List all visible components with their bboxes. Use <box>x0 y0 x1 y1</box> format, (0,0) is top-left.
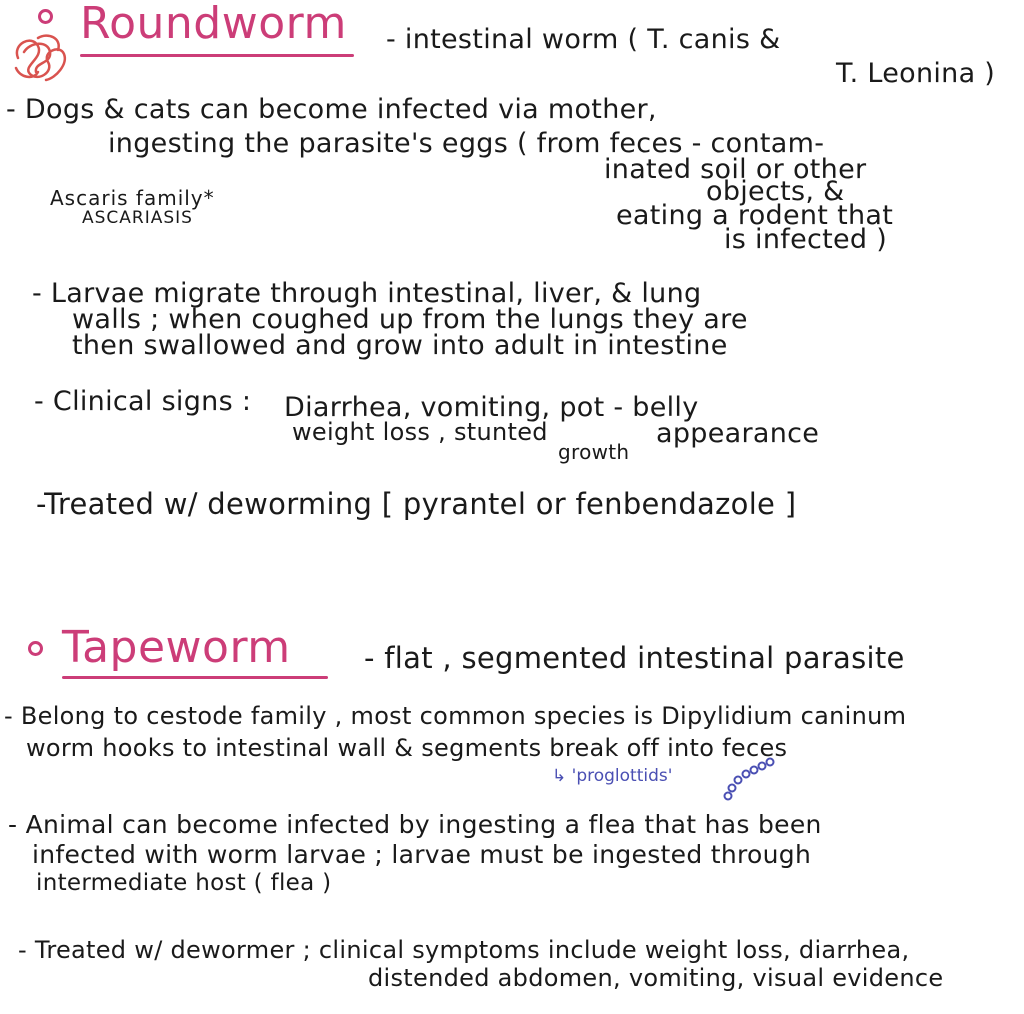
tapeworm-title-underline <box>62 676 328 679</box>
tapeworm-bullet2-line2: infected with worm larvae ; larvae must be ingested through <box>32 840 812 869</box>
tapeworm-bullet1-line1: - Belong to cestode family , most common species is Dipylidium caninum <box>4 702 907 730</box>
roundworm-bullet3-appearance: appearance <box>656 418 820 449</box>
roundworm-bullet1-line1: - Dogs & cats can become infected via mother, <box>6 94 657 125</box>
tapeworm-bullet2-line3: intermediate host ( flea ) <box>36 870 332 896</box>
roundworm-bullet3-line2: weight loss , stunted <box>292 418 548 446</box>
roundworm-bullet1-line5: eating a rodent that <box>616 200 894 231</box>
roundworm-bullet1-line2: ingesting the parasite's eggs ( from feces - contam- <box>108 128 825 159</box>
section-bullet <box>28 641 43 656</box>
roundworm-side-note-family: Ascaris family* <box>50 186 215 210</box>
roundworm-bullet2-line2: walls ; when coughed up from the lungs they are <box>72 304 748 335</box>
roundworm-subtitle: - intestinal worm ( T. canis & <box>386 24 781 55</box>
roundworm-bullet2-line1: - Larvae migrate through intestinal, liver, & lung <box>32 278 702 309</box>
roundworm-title-underline <box>80 54 354 57</box>
roundworm-bullet1-line4: objects, & <box>706 176 845 207</box>
tapeworm-bullet3-line1: - Treated w/ dewormer ; clinical symptoms include weight loss, diarrhea, <box>18 936 910 964</box>
section-bullet <box>38 9 53 24</box>
tapeworm-title: Tapeworm <box>62 622 291 673</box>
roundworm-title: Roundworm <box>80 0 347 49</box>
roundworm-bullet3-label: - Clinical signs : <box>34 386 252 417</box>
roundworm-bullet3-line1: Diarrhea, vomiting, pot - belly <box>284 392 699 423</box>
proglottid-chain-icon <box>722 756 782 804</box>
roundworm-bullet3-growth: growth <box>558 440 630 464</box>
roundworm-bullet1-line3: inated soil or other <box>604 154 867 185</box>
tapeworm-bullet3-line2: distended abdomen, vomiting, visual evidence <box>368 964 944 992</box>
roundworm-bullet4: -Treated w/ deworming [ pyrantel or fenbendazole ] <box>36 487 797 521</box>
roundworm-bullet2-line3: then swallowed and grow into adult in intestine <box>72 330 728 361</box>
proglottids-note: ↳ 'proglottids' <box>552 766 673 786</box>
roundworm-subtitle-cont: T. Leonina ) <box>836 58 996 89</box>
tapeworm-bullet2-line1: - Animal can become infected by ingesting a flea that has been <box>8 810 822 839</box>
tapeworm-subtitle: - flat , segmented intestinal parasite <box>364 641 905 675</box>
roundworm-side-note-disease: ASCARIASIS <box>82 208 193 228</box>
tapeworm-bullet1-line2: worm hooks to intestinal wall & segments break off into feces <box>26 734 788 762</box>
roundworm-doodle-icon <box>8 28 74 84</box>
roundworm-bullet1-line6: is infected ) <box>724 224 888 255</box>
